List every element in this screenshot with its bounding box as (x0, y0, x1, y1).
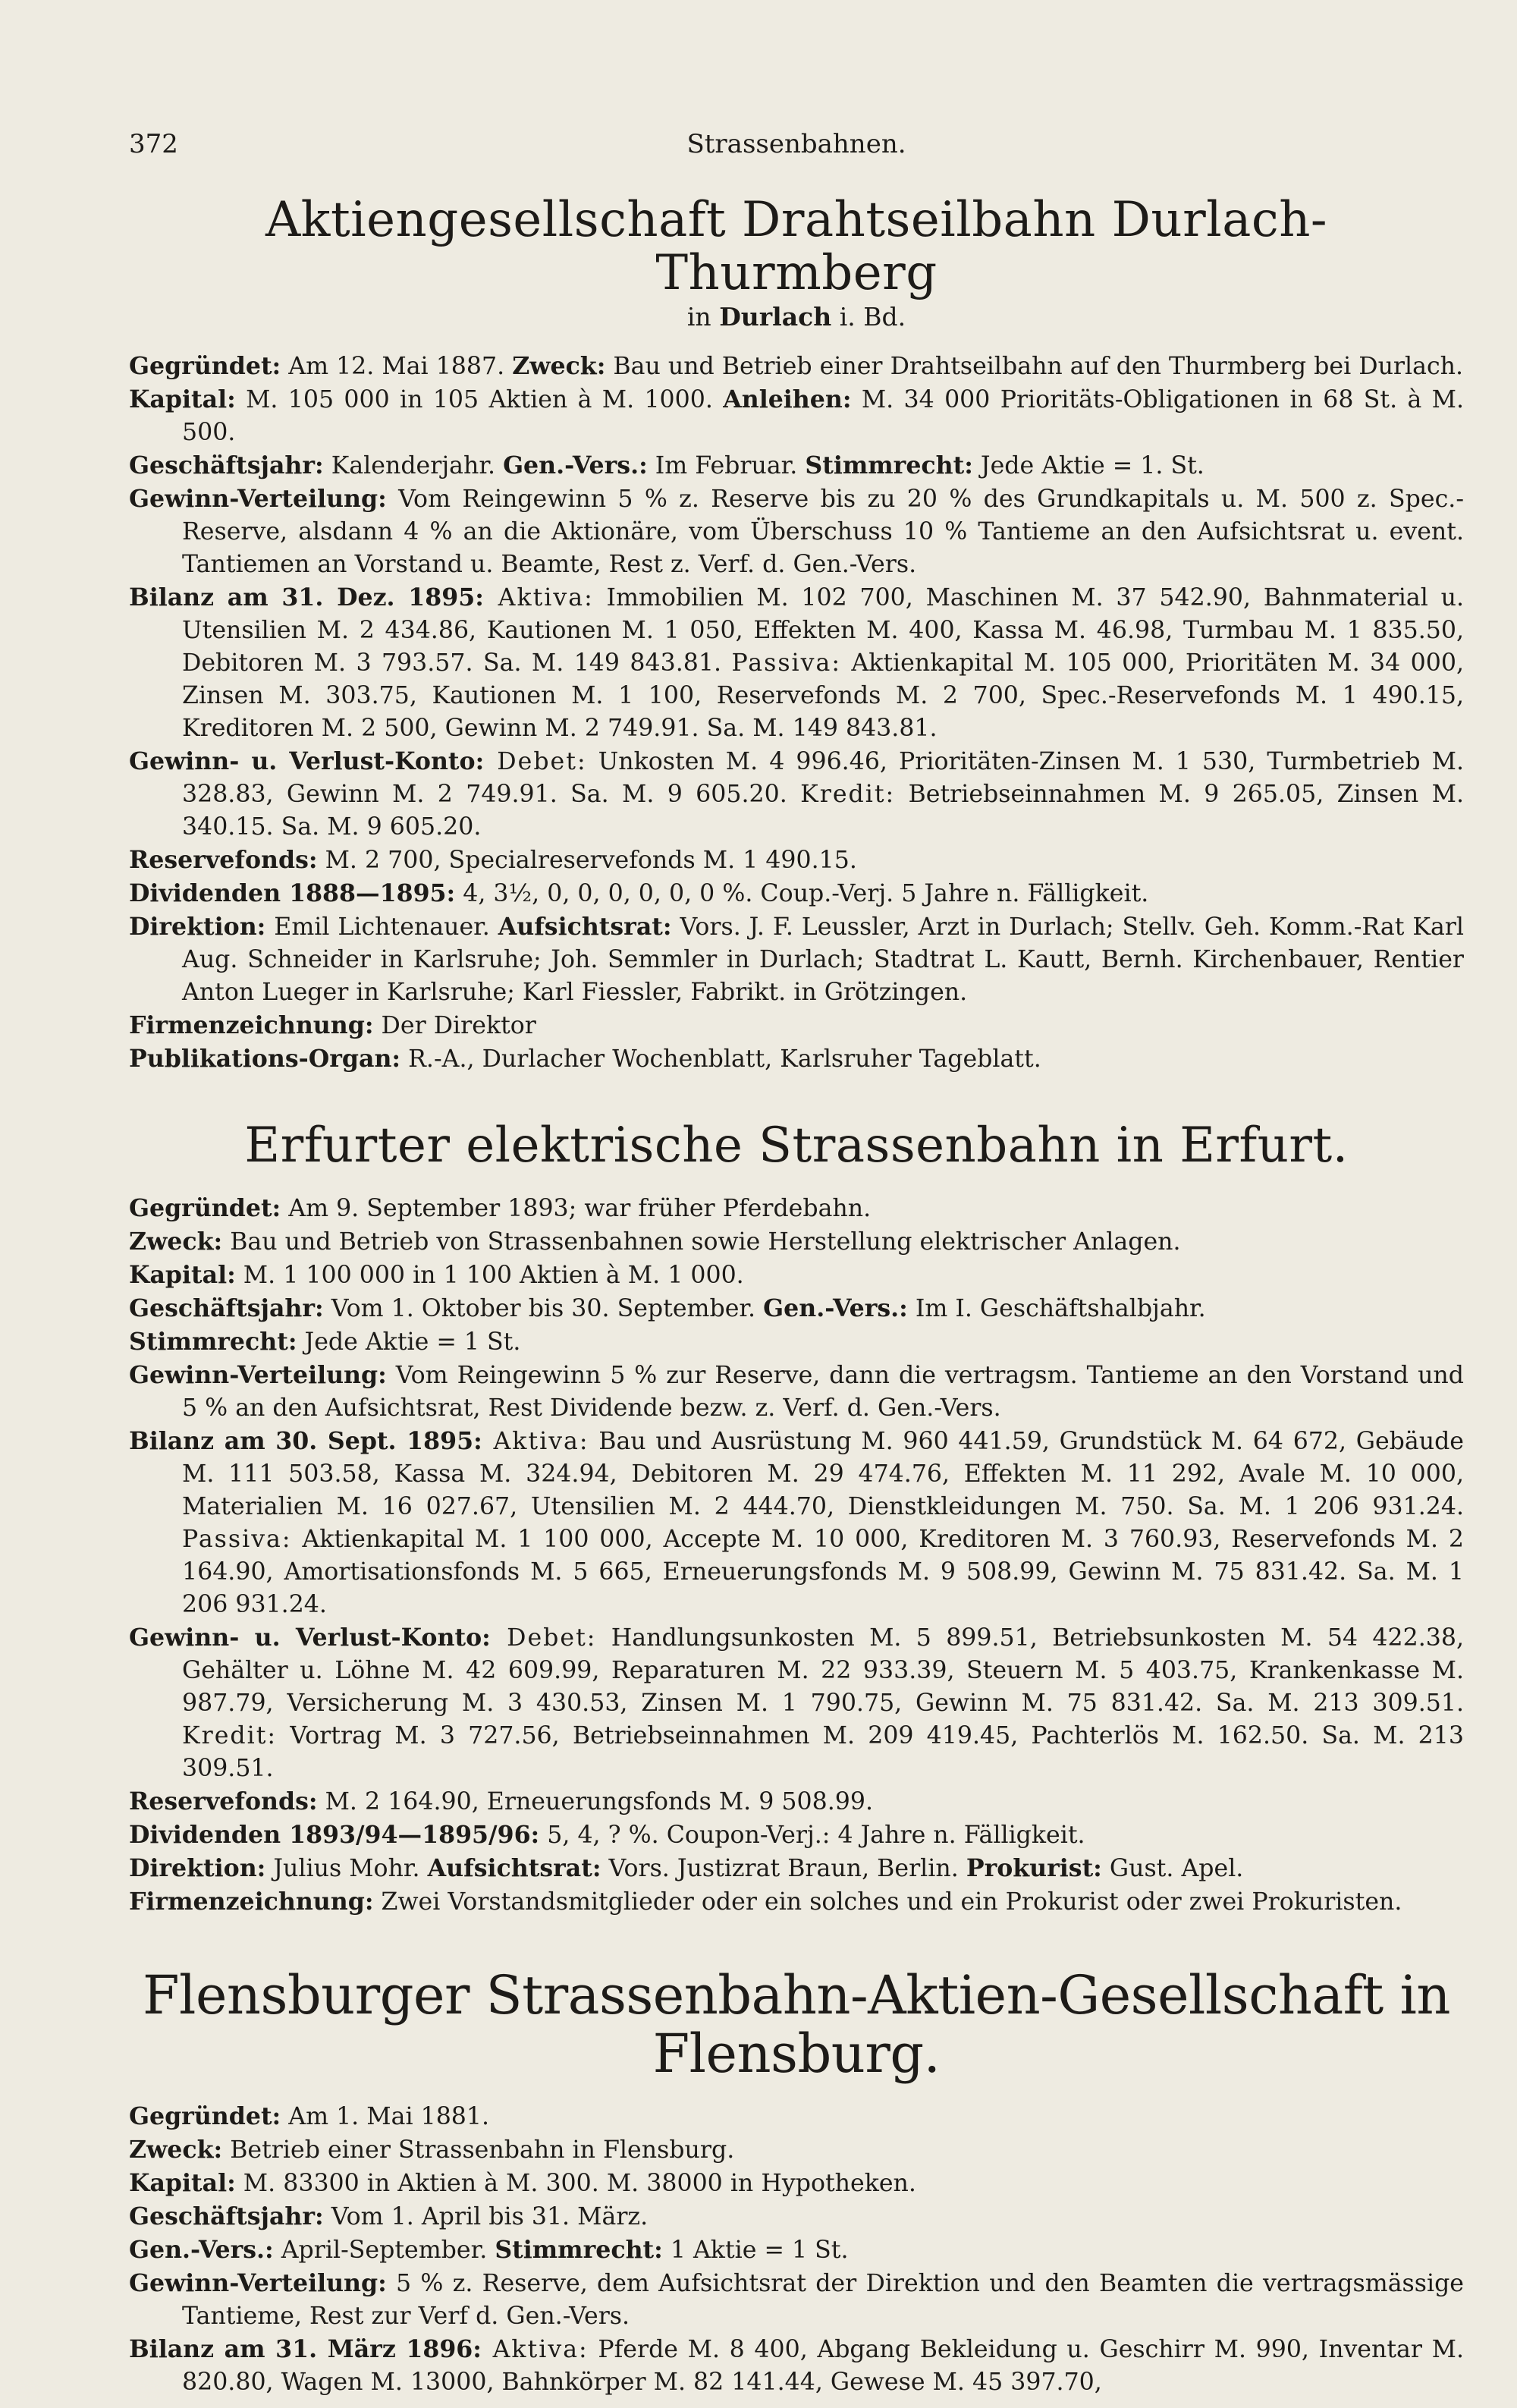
entry-text: Jede Aktie = 1 St. (297, 1328, 521, 1356)
entry-text: Julius Mohr. (265, 1855, 428, 1883)
entry-text: Bau und Betrieb von Strassenbahnen sowie Herstellung elektrischer Anlagen. (222, 1228, 1181, 1256)
entry-label: Prokurist: (966, 1854, 1102, 1883)
entry-paragraph (129, 2333, 1464, 2399)
entry-paragraph (129, 1325, 1464, 1359)
entry-text: Aktienkapital M. 1 100 000, Accepte M. 10 000, Kreditoren M. 3 760.93, Reservefonds M. 2 164.90, Amortisationsfonds M. 5 665, Erneuerungsfonds M. 9 508.99, Gewinn M. 75 831.42. Sa. M. 1 206 931.24. (182, 1526, 1464, 1619)
section-durlach (129, 193, 1464, 1076)
entry-paragraph (129, 1425, 1464, 1621)
entry-label: Direktion: (129, 912, 266, 941)
entry-text: April-September. (273, 2237, 495, 2264)
entry-label: Gen.-Vers.: (503, 451, 648, 479)
entry-paragraph (129, 1621, 1464, 1785)
entry-paragraph (129, 1259, 1464, 1292)
entry-text: Am 9. September 1893; war früher Pferdebahn. (281, 1195, 872, 1223)
entry-text: Vom 1. April bis 31. März. (323, 2203, 649, 2230)
entry-label: Kapital: (129, 385, 236, 413)
entry-text: Pferde M. 8 400, Abgang Bekleidung u. Geschirr M. 990, Inventar M. 820.80, Wagen M. 13000, Bahnkörper M. 82 141.44, Gewese M. 45 397.70, (182, 2336, 1464, 2396)
entry-label: Dividenden 1888—1895: (129, 879, 456, 907)
entry-text: Gust. Apel. (1101, 1855, 1244, 1883)
entry-text: Vom Reingewinn 5 % zur Reserve, dann die vertragsm. Tantieme an den Vorstand und 5 % an den Aufsichtsrat, Rest Dividende bezw. z. Verf. d. Gen.-Vers. (182, 1362, 1464, 1422)
entry-label: Reservefonds: (129, 845, 318, 874)
entry-paragraph (129, 2167, 1464, 2200)
entry-paragraph (129, 1292, 1464, 1325)
entry-sublabel: Passiva: (731, 649, 841, 677)
entry-label: Gegründet: (129, 1194, 281, 1223)
entry-paragraph (129, 383, 1464, 449)
entry-label: Gegründet: (129, 2102, 281, 2130)
entry-label: Gewinn- u. Verlust-Konto: (129, 747, 485, 775)
entry-label: Aufsichtsrat: (427, 1854, 601, 1883)
entry-text: Bau und Ausrüstung M. 960 441.59, Grundstück M. 64 672, Gebäude M. 111 503.58, Kassa M. 324.94, Debitoren M. 29 474.76, Effekten M. 11 292, Avale M. 10 000, Materialien M. 16 027.67, Utensilien M. 2 444.70, Dienstkleidungen M. 750. Sa. M. 1 206 931.24. (182, 1428, 1464, 1521)
entry-label: Bilanz am 30. Sept. 1895: (129, 1427, 482, 1456)
entry-label: Bilanz am 31. März 1896: (129, 2335, 482, 2363)
entry-label: Zweck: (129, 2136, 223, 2164)
entry-sublabel: Passiva: (182, 1526, 292, 1554)
entry-label: Gen.-Vers.: (129, 2236, 274, 2264)
entry-text: Emil Lichtenauer. (265, 913, 498, 941)
entry-text: Betrieb einer Strassenbahn in Flensburg. (222, 2136, 735, 2164)
entry-paragraph (129, 2234, 1464, 2267)
entry-sublabel: Aktiva: (482, 1428, 589, 1456)
entry-sublabel: Aktiva: (481, 2336, 589, 2363)
entry-paragraph (129, 449, 1464, 483)
entry-text: Handlungsunkosten M. 5 899.51, Betriebsunkosten M. 54 422.38, Gehälter u. Löhne M. 42 609.99, Reparaturen M. 22 933.39, Steuern M. 5 403.75, Krankenkasse M. 987.79, Versicherung M. 3 430.53, Zinsen M. 1 790.75, Gewinn M. 75 831.42. Sa. M. 213 309.51. (182, 1624, 1464, 1718)
entry-sublabel: Debet: (490, 1624, 597, 1652)
entry-sublabel: Kredit: (800, 780, 896, 808)
entry-text: M. 2 700, Specialreservefonds M. 1 490.15. (317, 846, 857, 874)
subtitle-place: Durlach (719, 301, 832, 332)
entry-text: 5, 4, ? %. Coupon-Verj.: 4 Jahre n. Fälligkeit. (539, 1822, 1085, 1850)
entry-text: Aktienkapital M. 105 000, Prioritäten M. 34 000, Zinsen M. 303.75, Kautionen M. 1 100, Reservefonds M. 2 700, Spec.-Reservefonds M. 1 490.15, Kreditoren M. 2 500, Gewinn M. 2 749.91. Sa. M. 149 843.81. (182, 649, 1464, 742)
entry-text: Im I. Geschäftshalbjahr. (907, 1295, 1206, 1323)
entry-text: 5 % z. Reserve, dem Aufsichtsrat der Direktion und den Beamten die vertragsmässige Tantieme, Rest zur Verf d. Gen.-Vers. (182, 2270, 1464, 2330)
entry-paragraph (129, 1785, 1464, 1819)
entry-text: Zwei Vorstandsmitglieder oder ein solches und ein Prokurist oder zwei Prokuristen. (373, 1888, 1402, 1916)
entry-text: Am 12. Mai 1887. (281, 352, 513, 380)
entry-label: Kapital: (129, 1261, 236, 1290)
entry-text: M. 83300 in Aktien à M. 300. M. 38000 in Hypotheken. (235, 2170, 916, 2197)
entry-paragraph (129, 1192, 1464, 1225)
entry-label: Publikations-Organ: (129, 1044, 401, 1073)
entry-label: Aufsichtsrat: (498, 912, 672, 941)
entry-label: Bilanz am 31. Dez. 1895: (129, 583, 484, 611)
section-erfurt (129, 1119, 1464, 1919)
entry-sublabel: Aktiva: (483, 583, 594, 611)
entry-paragraph (129, 1885, 1464, 1919)
entry-label: Zweck: (512, 351, 606, 380)
entry-text: 4, 3½, 0, 0, 0, 0, 0, 0 %. Coup.-Verj. 5 Jahre n. Fälligkeit. (455, 879, 1149, 907)
entry-label: Dividenden 1893/94—1895/96: (129, 1821, 540, 1850)
entry-text: Immobilien M. 102 700, Maschinen M. 37 542.90, Bahnmaterial u. Utensilien M. 2 434.86, Kautionen M. 1 050, Effekten M. 400, Kassa M. 46.98, Turmbau M. 1 835.50, Debitoren M. 3 793.57. Sa. M. 149 843.81. (182, 583, 1464, 677)
entry-paragraph (129, 2267, 1464, 2333)
entry-list (129, 2100, 1464, 2399)
entry-paragraph (129, 2200, 1464, 2234)
entry-text: Jede Aktie = 1. St. (972, 451, 1204, 479)
entry-paragraph (129, 1042, 1464, 1076)
entry-label: Anleihen: (723, 385, 852, 413)
entry-text: 1 Aktie = 1 St. (662, 2237, 849, 2264)
running-title: Strassenbahnen. (686, 129, 906, 159)
entry-label: Stimmrecht: (495, 2236, 663, 2264)
entry-paragraph (129, 2100, 1464, 2133)
entry-label: Gewinn-Verteilung: (129, 1361, 387, 1390)
entry-text: Vors. J. F. Leussler, Arzt in Durlach; Stellv. Geh. Komm.-Rat Karl Aug. Schneider in Karlsruhe; Joh. Semmler in Durlach; Stadtrat L. Kautt, Bernh. Kirchenbauer, Rentier Anton Lueger in Karlsruhe; Karl Fiessler, Fabrikt. in Grötzingen. (182, 913, 1465, 1006)
entry-text: Vom Reingewinn 5 % z. Reserve bis zu 20 % des Grundkapitals u. M. 500 z. Spec.-Reserve, alsdann 4 % an die Aktionäre, vom Überschuss 10 % Tantieme an den Aufsichtsrat u. event. Tantiemen an Vorstand u. Beamte, Rest z. Verf. d. Gen.-Vers. (182, 485, 1464, 578)
entry-label: Gewinn-Verteilung: (129, 484, 387, 513)
entry-text: M. 34 000 Prioritäts-Obligationen in 68 St. à M. 500. (182, 385, 1464, 446)
section-flensburg (129, 1966, 1464, 2399)
entry-paragraph (129, 483, 1464, 581)
entry-text: Vortrag M. 3 727.56, Betriebseinnahmen M. 209 419.45, Pachterlös M. 162.50. Sa. M. 213 309.51. (182, 1722, 1464, 1783)
entry-paragraph (129, 844, 1464, 877)
entry-paragraph (129, 1819, 1464, 1852)
subtitle-suffix: i. Bd. (839, 301, 906, 332)
entry-label: Gewinn- u. Verlust-Konto: (129, 1624, 491, 1652)
entry-paragraph (129, 581, 1464, 745)
entry-label: Stimmrecht: (805, 451, 973, 479)
entry-label: Geschäftsjahr: (129, 2202, 324, 2230)
entry-paragraph (129, 910, 1464, 1009)
page-number: 372 (129, 129, 178, 159)
entry-text: R.-A., Durlacher Wochenblatt, Karlsruher Tageblatt. (400, 1045, 1041, 1073)
entry-list (129, 1192, 1464, 1919)
entry-paragraph (129, 350, 1464, 383)
entry-label: Kapital: (129, 2169, 236, 2197)
entry-text: M. 1 100 000 in 1 100 Aktien à M. 1 000. (235, 1262, 744, 1290)
entry-text: Der Direktor (373, 1011, 536, 1039)
entry-text: M. 2 164.90, Erneuerungsfonds M. 9 508.99. (317, 1788, 873, 1816)
section-title: Erfurter elektrische Strassenbahn in Erfurt. (244, 1118, 1349, 1174)
entry-paragraph (129, 1359, 1464, 1425)
entry-list (129, 350, 1464, 1076)
entry-label: Geschäftsjahr: (129, 451, 324, 479)
entry-label: Firmenzeichnung: (129, 1888, 374, 1916)
section-title: Flensburger Strassenbahn-Aktien-Gesellschaft in Flensburg. (142, 1964, 1450, 2085)
entry-text: M. 105 000 in 105 Aktien à M. 1000. (235, 385, 724, 413)
entry-text: Kalenderjahr. (323, 451, 504, 479)
entry-text: Im Februar. (647, 451, 806, 479)
entry-text: Am 1. Mai 1881. (281, 2103, 490, 2130)
entry-paragraph (129, 1009, 1464, 1042)
entry-paragraph (129, 745, 1464, 844)
entry-paragraph (129, 1225, 1464, 1259)
subtitle-prefix: in (686, 301, 711, 332)
entry-paragraph (129, 1852, 1464, 1885)
section-title: Aktiengesellschaft Drahtseilbahn Durlach-Thurmberg (265, 192, 1328, 302)
entry-label: Firmenzeichnung: (129, 1011, 374, 1039)
entry-text: Vors. Justizrat Braun, Berlin. (601, 1855, 966, 1883)
entry-label: Zweck: (129, 1228, 223, 1256)
entry-label: Direktion: (129, 1854, 266, 1883)
section-subtitle (129, 302, 1464, 332)
entry-sublabel: Kredit: (182, 1722, 278, 1750)
entry-label: Stimmrecht: (129, 1328, 297, 1356)
entry-paragraph (129, 877, 1464, 910)
entry-label: Gen.-Vers.: (763, 1294, 908, 1323)
entry-sublabel: Debet: (484, 747, 587, 775)
entry-label: Gewinn-Verteilung: (129, 2269, 387, 2297)
entry-text: Vom 1. Oktober bis 30. September. (323, 1295, 764, 1323)
running-head (129, 129, 1464, 167)
entry-text: Bau und Betrieb einer Drahtseilbahn auf den Thurmberg bei Durlach. (605, 352, 1464, 380)
entry-text: Unkosten M. 4 996.46, Prioritäten-Zinsen M. 1 530, Turmbetrieb M. 328.83, Gewinn M. 2 749.91. Sa. M. 9 605.20. (182, 747, 1464, 808)
entry-text: Betriebseinnahmen M. 9 265.05, Zinsen M. 340.15. Sa. M. 9 605.20. (182, 780, 1464, 841)
entry-label: Gegründet: (129, 351, 281, 380)
entry-label: Geschäftsjahr: (129, 1294, 324, 1323)
entry-label: Reservefonds: (129, 1787, 318, 1816)
entry-paragraph (129, 2133, 1464, 2167)
